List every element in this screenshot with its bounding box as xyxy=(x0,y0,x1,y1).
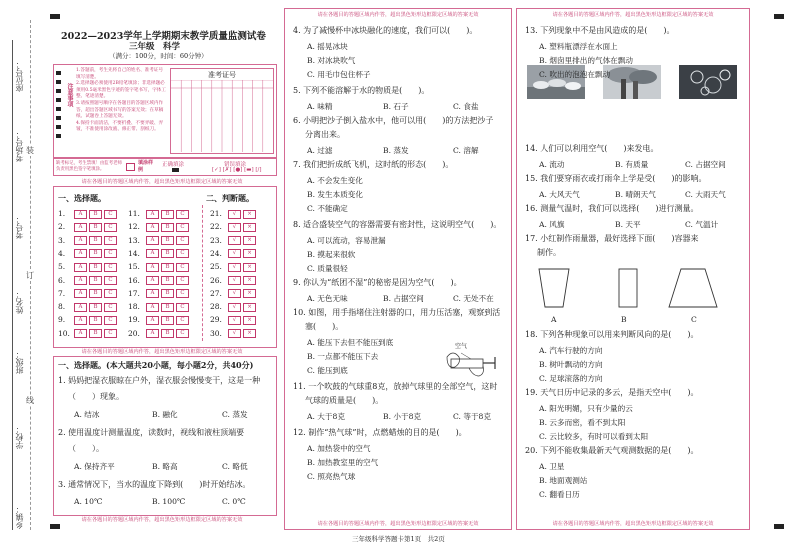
subject-line: 三年级 科学 xyxy=(129,42,181,52)
choice-bubble[interactable]: A xyxy=(146,303,159,312)
answer-grid xyxy=(53,186,277,348)
exam-number-label: 考号： xyxy=(15,215,24,239)
choice-bubble[interactable]: C xyxy=(176,223,189,232)
choice-bubble[interactable]: A xyxy=(74,249,87,258)
corner-mark xyxy=(774,524,784,529)
answer-row xyxy=(128,236,189,246)
choice-bubble[interactable]: A xyxy=(146,249,159,258)
q-option[interactable]: C. 大雨天气 xyxy=(685,190,726,199)
q-option[interactable]: B. 占据空间 xyxy=(383,294,424,303)
choice-bubble[interactable]: B xyxy=(161,329,174,338)
fill-sample-row xyxy=(53,158,277,176)
q-stem: 16. 测量气温时，我们可以选择( )进行测量。 xyxy=(525,204,699,213)
choice-bubble[interactable]: C xyxy=(104,316,117,325)
choice-number: 6. xyxy=(58,275,66,285)
q2-option-a[interactable]: A. 保持齐平 xyxy=(74,462,115,471)
notice-label: 注意事项 xyxy=(66,83,73,107)
choice-number: 20. xyxy=(128,328,140,338)
judge-row xyxy=(210,249,256,259)
judge-row xyxy=(210,315,256,325)
choice-number: 4. xyxy=(58,248,66,258)
judge-bubble[interactable]: × xyxy=(243,249,256,258)
correct-fill-sample xyxy=(172,168,179,172)
q-option[interactable]: B. 云多而密，看不到太阳 xyxy=(539,418,626,427)
q-option[interactable]: C. 云比较多，有时可以看到太阳 xyxy=(539,432,649,441)
q-option[interactable]: B. 晴朗天气 xyxy=(615,190,656,199)
choice-bubble[interactable]: A xyxy=(146,263,159,272)
judge-title: 二、判断题。 xyxy=(206,193,254,203)
choice-bubble[interactable]: C xyxy=(104,263,117,272)
choice-bubble[interactable]: B xyxy=(89,210,102,219)
choice-bubble[interactable]: A xyxy=(146,289,159,298)
page-footer: 三年级科学答题卡第1页 共2页 xyxy=(352,535,445,543)
q-stem: 20. 下列不能收集最新天气观测数据的是( )。 xyxy=(525,446,699,455)
q-option[interactable]: B. 有质量 xyxy=(615,160,649,169)
section1-box xyxy=(53,356,277,516)
choice-bubble[interactable]: B xyxy=(161,263,174,272)
choice-bubble[interactable]: A xyxy=(146,223,159,232)
judge-row xyxy=(210,302,256,312)
choice-bubble[interactable]: A xyxy=(74,276,87,285)
answer-row xyxy=(128,315,189,325)
q-option[interactable]: A xyxy=(551,315,557,324)
answer-row xyxy=(128,209,189,219)
cut-word-ding: 订 xyxy=(26,271,34,280)
choice-number: 18. xyxy=(128,302,140,312)
q-option[interactable]: B. 一点都不能压下去 xyxy=(307,352,379,361)
name-label: 姓名： xyxy=(15,290,24,314)
column-3 xyxy=(516,8,750,530)
q-stem: 制作。 xyxy=(537,248,561,257)
judge-number: 25. xyxy=(210,262,222,272)
warning-text: 请在各题目的答题区域内作答，超出黑色矩形边框限定区域的答案无效 xyxy=(552,12,714,18)
warning-text: 请在各题目的答题区域内作答，超出黑色矩形边框限定区域的答案无效 xyxy=(81,179,243,185)
choice-bubble[interactable]: A xyxy=(74,289,87,298)
choice-number: 5. xyxy=(58,262,66,272)
q-option[interactable]: B. 天平 xyxy=(615,220,641,229)
choice-bubble[interactable]: B xyxy=(161,223,174,232)
warning-text: 请在各题目的答题区域内作答，超出黑色矩形边框限定区域的答案无效 xyxy=(81,517,243,523)
q-option[interactable]: A. 不会发生变化 xyxy=(307,176,363,185)
q-option[interactable]: B. 烟囱里排出的气体在飘动 xyxy=(539,56,633,65)
judge-bubble[interactable]: × xyxy=(243,276,256,285)
q-stem: 13. 下列现象中不是由风造成的是( )。 xyxy=(525,26,675,35)
q-option[interactable]: A. 阳光明媚，只有少量的云 xyxy=(539,404,633,413)
judge-bubble[interactable]: √ xyxy=(228,289,241,298)
q-option[interactable]: C. 溶解 xyxy=(453,146,479,155)
choice-bubble[interactable]: B xyxy=(89,263,102,272)
judge-bubble[interactable]: √ xyxy=(228,316,241,325)
warning-text: 请在各题目的答题区域内作答，超出黑色矩形边框限定区域的答案无效 xyxy=(81,349,243,355)
answer-row xyxy=(128,262,189,272)
q2-option-b[interactable]: B. 略高 xyxy=(152,462,178,471)
judge-row xyxy=(210,209,256,219)
choice-bubble[interactable]: C xyxy=(104,276,117,285)
judge-number: 26. xyxy=(210,275,222,285)
choice-number: 12. xyxy=(128,222,140,232)
q-option[interactable]: A. 可以流动，容易泄漏 xyxy=(307,236,386,245)
q-option[interactable]: A. 汽车行驶的方向 xyxy=(539,346,603,355)
choice-bubble[interactable]: C xyxy=(176,289,189,298)
choice-bubble[interactable]: C xyxy=(104,289,117,298)
choice-bubble[interactable]: A xyxy=(74,263,87,272)
q-stem: 17. 小红制作雨量器，最好选择下面( )容器来 xyxy=(525,234,699,243)
choice-bubble[interactable]: C xyxy=(104,210,117,219)
choice-bubble[interactable]: B xyxy=(89,249,102,258)
answer-row xyxy=(128,329,189,339)
q-option[interactable]: B. 石子 xyxy=(383,102,409,111)
answer-row xyxy=(128,249,189,259)
answer-row xyxy=(128,276,189,286)
column-2 xyxy=(284,8,512,530)
q-option[interactable]: B. 树叶飘动的方向 xyxy=(539,360,603,369)
choice-bubble[interactable]: A xyxy=(74,329,87,338)
q-option[interactable]: C. 等于8克 xyxy=(453,412,491,421)
choice-bubble[interactable]: B xyxy=(161,289,174,298)
q-option[interactable]: A. 无色无味 xyxy=(307,294,348,303)
q-stem: 6. 小明把沙子倒入盐水中，他可以用( )的方法把沙子 xyxy=(293,116,494,125)
q3-option-a[interactable]: A. 10℃ xyxy=(74,497,103,506)
score-time: （满分：100分，时间：60分钟） xyxy=(109,52,208,60)
q-option[interactable]: C. 不能确定 xyxy=(307,204,348,213)
choice-number: 2. xyxy=(58,222,66,232)
id-grid xyxy=(171,80,273,152)
answer-row xyxy=(58,262,117,272)
judge-bubble[interactable]: √ xyxy=(228,303,241,312)
absent-checkbox[interactable] xyxy=(126,163,135,171)
q-stem: 5. 下列不能溶解于水的物质是( )。 xyxy=(293,86,430,95)
choice-bubble[interactable]: B xyxy=(89,223,102,232)
q3-stem: 3. 通常情况下，当水的温度下降到( )时开始结冰。 xyxy=(58,480,251,489)
choice-bubble[interactable]: C xyxy=(104,249,117,258)
q-stem: 分离出来。 xyxy=(305,130,345,139)
choice-bubble[interactable]: C xyxy=(176,303,189,312)
q-option[interactable]: B. 对冰块吹气 xyxy=(307,56,356,65)
choice-number: 15. xyxy=(128,262,140,272)
q-option[interactable]: B. 小于8克 xyxy=(383,412,422,421)
q1-option-a[interactable]: A. 结冰 xyxy=(74,410,100,419)
q-option[interactable]: B. 加热教室里的空气 xyxy=(307,458,379,467)
choice-bubble[interactable]: C xyxy=(176,263,189,272)
notice-item: 1.答题前，考生先将自己的姓名、准考证号填写清楚。 xyxy=(76,68,164,80)
container-a-shape xyxy=(539,269,569,307)
choice-bubble[interactable]: C xyxy=(104,236,117,245)
judge-bubble[interactable]: √ xyxy=(228,210,241,219)
notice-item: 2.选择题必须使用2B铅笔填涂；非选择题必须用0.5毫米黑色字迹的签字笔书写，字体工整、笔迹清楚。 xyxy=(76,81,166,100)
q-option[interactable]: C. 食盐 xyxy=(453,102,479,111)
choice-bubble[interactable]: B xyxy=(89,316,102,325)
choice-bubble[interactable]: A xyxy=(146,276,159,285)
answer-row xyxy=(128,222,189,232)
answer-row xyxy=(58,329,117,339)
judge-bubble[interactable]: × xyxy=(243,236,256,245)
choice-bubble[interactable]: C xyxy=(176,236,189,245)
choice-bubble[interactable]: B xyxy=(161,249,174,258)
fill-example-label: 填涂样例 xyxy=(138,160,154,173)
id-number-box[interactable] xyxy=(170,68,274,154)
choice-bubble[interactable]: B xyxy=(161,236,174,245)
judge-bubble[interactable]: √ xyxy=(228,276,241,285)
choice-bubble[interactable]: B xyxy=(161,303,174,312)
choice-bubble[interactable]: B xyxy=(161,210,174,219)
choice-number: 11. xyxy=(128,209,140,218)
q-option[interactable]: C. 吹出的泡泡在飘动 xyxy=(539,70,611,79)
answer-row xyxy=(58,315,117,325)
q-option[interactable]: C. 足球滚落的方向 xyxy=(539,374,603,383)
judge-number: 30. xyxy=(210,328,222,338)
judge-bubble[interactable]: × xyxy=(243,303,256,312)
school-label: 学校： xyxy=(15,425,24,449)
figure-air-label: 空气 xyxy=(455,343,468,350)
choice-bubble[interactable]: B xyxy=(89,329,102,338)
q-option[interactable]: C. 能压到底 xyxy=(307,366,348,375)
judge-bubble[interactable]: × xyxy=(243,223,256,232)
choice-bubble[interactable]: A xyxy=(146,329,159,338)
answer-row xyxy=(58,209,117,219)
answer-row xyxy=(128,302,189,312)
choice-bubble[interactable]: B xyxy=(89,303,102,312)
q-option[interactable]: C. 翻看日历 xyxy=(539,490,580,499)
q-option[interactable]: B. 摸起来很软 xyxy=(307,250,356,259)
choice-bubble[interactable]: C xyxy=(104,303,117,312)
choice-number: 8. xyxy=(58,302,66,312)
binding-strip xyxy=(0,0,44,548)
q3-option-b[interactable]: B. 100℃ xyxy=(152,497,186,506)
choice-title: 一、选择题。 xyxy=(58,193,106,203)
q-stem: 10. 如图，用手指堵住注射器的口，用力压活塞，观察到活 xyxy=(293,308,501,317)
judge-number: 29. xyxy=(210,315,222,325)
id-box-label: 准考证号 xyxy=(208,71,236,79)
q-option[interactable]: C xyxy=(691,315,697,324)
column-1 xyxy=(47,8,277,528)
q1-stem-1: 1. 妈妈把湿衣服晾在户外，湿衣服会慢慢变干，这是一种 xyxy=(58,376,261,385)
judge-bubble[interactable]: × xyxy=(243,263,256,272)
judge-bubble[interactable]: √ xyxy=(228,263,241,272)
q-option[interactable]: B. 发生本质变化 xyxy=(307,190,363,199)
choice-number: 16. xyxy=(128,275,140,285)
q-option[interactable]: B xyxy=(621,315,627,324)
choice-number: 1. xyxy=(58,209,66,218)
choice-bubble[interactable]: C xyxy=(176,249,189,258)
choice-bubble[interactable]: A xyxy=(74,236,87,245)
judge-number: 27. xyxy=(210,288,222,298)
judge-row xyxy=(210,276,256,286)
notice-list xyxy=(76,68,166,134)
q2-stem-1: 2. 使用温度计测量温度，读数时，视线和液柱顶端要 xyxy=(58,428,245,437)
answer-row xyxy=(58,222,117,232)
judge-bubble[interactable]: × xyxy=(243,316,256,325)
q-option[interactable]: A. 风旗 xyxy=(539,220,565,229)
q3-option-c[interactable]: C. 0℃ xyxy=(222,497,246,506)
answer-row xyxy=(58,276,117,286)
q-stem: 15. 我们要穿雨衣或打雨伞上学是受( )的影响。 xyxy=(525,174,707,183)
answer-row xyxy=(58,236,117,246)
judge-row xyxy=(210,289,256,299)
choice-number: 9. xyxy=(58,315,66,325)
q-option[interactable]: A. 能压下去但不能压到底 xyxy=(307,338,394,347)
q-stem: 7. 我们把折成纸飞机，这时纸的形态( )。 xyxy=(293,160,454,169)
wrong-fill-samples: [✓] [✗] [●] [▬] [/] xyxy=(212,167,262,173)
q-option[interactable]: A. 味精 xyxy=(307,102,333,111)
q-option[interactable]: B. 地面观测站 xyxy=(539,476,588,485)
q1-option-c[interactable]: C. 蒸发 xyxy=(222,410,248,419)
correct-fill-label: 正确填涂 xyxy=(162,162,185,168)
binding-fill-line xyxy=(12,40,13,530)
choice-bubble[interactable]: C xyxy=(104,329,117,338)
choice-bubble[interactable]: A xyxy=(74,210,87,219)
township-label: 乡镇： xyxy=(15,505,24,529)
judge-row xyxy=(210,262,256,272)
q-option[interactable]: A. 大于8克 xyxy=(307,412,345,421)
judge-bubble[interactable]: × xyxy=(243,210,256,219)
choice-bubble[interactable]: C xyxy=(176,316,189,325)
q1-stem-2: （ ）现象。 xyxy=(68,392,124,401)
q2-stem-2: （ ）。 xyxy=(68,444,104,453)
answer-row xyxy=(58,249,117,259)
answer-row xyxy=(128,289,189,299)
corner-mark xyxy=(774,14,784,19)
judge-bubble[interactable]: √ xyxy=(228,223,241,232)
class-label: 班级： xyxy=(15,350,24,374)
warning-text: 请在各题目的答题区域内作答，超出黑色矩形边框限定区域的答案无效 xyxy=(317,12,479,18)
judge-number: 22. xyxy=(210,222,222,232)
judge-number: 28. xyxy=(210,302,222,312)
q-stem: 气球的质量是( )。 xyxy=(305,396,384,405)
choice-number: 14. xyxy=(128,248,140,258)
container-b-shape xyxy=(619,269,637,307)
choice-bubble[interactable]: C xyxy=(176,329,189,338)
cut-word-xian: 线 xyxy=(26,396,34,405)
q-option[interactable]: A. 过滤 xyxy=(307,146,333,155)
choice-bubble[interactable]: B xyxy=(89,236,102,245)
notice-item: 3.请按照题号顺序在各题目的答题区域内作答，超出答题区域书写的答案无效；在草稿纸、试题卷上答题无效。 xyxy=(76,100,164,120)
choice-number: 7. xyxy=(58,288,66,298)
q-option[interactable]: A. 摇晃冰块 xyxy=(307,42,348,51)
q-stem: 11. 一个吹鼓的气球重8克，放掉气球里的全部空气，这时 xyxy=(293,382,498,391)
q-option[interactable]: C. 无处不在 xyxy=(453,294,494,303)
choice-number: 19. xyxy=(128,315,140,325)
photo-bubbles xyxy=(679,65,737,99)
choice-number: 3. xyxy=(58,235,66,245)
notice-item: 4.保持卡面清洁，不要折叠、不要弄破、弄皱，不准使用涂改液、修正带、刮纸刀。 xyxy=(76,120,164,133)
choice-number: 17. xyxy=(128,288,140,298)
q-option[interactable]: C. 占据空间 xyxy=(685,160,726,169)
choice-bubble[interactable]: B xyxy=(161,276,174,285)
seat-number-label: 座位号： xyxy=(15,60,24,92)
cut-word-zhuang: 装 xyxy=(26,146,34,155)
section1-title: 一、选择题。(本大题共20小题，每小题2分，共40分) xyxy=(58,360,254,370)
q-option[interactable]: C. 气温计 xyxy=(685,220,719,229)
header-box xyxy=(53,64,277,158)
q-option[interactable]: C. 用毛巾包住杯子 xyxy=(307,70,371,79)
q-option[interactable]: A. 卫星 xyxy=(539,462,565,471)
q1-option-b[interactable]: B. 融化 xyxy=(152,410,178,419)
answer-row xyxy=(58,289,117,299)
photo-chimney-smoke xyxy=(603,65,661,99)
choice-bubble[interactable]: A xyxy=(74,316,87,325)
warning-text: 请在各题目的答题区域内作答，超出黑色矩形边框限定区域的答案无效 xyxy=(552,521,714,527)
q-stem: 19. 天气日历中记录的多云，是指天空中( )。 xyxy=(525,388,699,397)
exam-room-label: 考场号： xyxy=(15,130,24,162)
judge-number: 21. xyxy=(210,209,222,218)
answer-row xyxy=(58,302,117,312)
choice-bubble[interactable]: A xyxy=(146,316,159,325)
choice-bubble[interactable]: A xyxy=(74,223,87,232)
choice-number: 13. xyxy=(128,235,140,245)
choice-bubble[interactable]: B xyxy=(161,316,174,325)
q-stem: 塞( )。 xyxy=(305,322,344,331)
q-stem: 8. 适合盛装空气的容器需要有密封性，这说明空气( )。 xyxy=(293,220,502,229)
judge-row xyxy=(210,222,256,232)
container-c-shape xyxy=(669,269,717,307)
absent-text: 缺考标记，考生禁填！由监考老师负责用黑色签字笔填涂。 xyxy=(56,161,122,172)
judge-bubble[interactable]: √ xyxy=(228,329,241,338)
q-stem: 14. 人们可以利用空气( )来发电。 xyxy=(525,144,659,153)
judge-bubble[interactable]: × xyxy=(243,289,256,298)
q-stem: 4. 为了减慢杯中冰块融化的速度，我们可以( )。 xyxy=(293,26,478,35)
q-option[interactable]: A. 大风天气 xyxy=(539,190,580,199)
wrong-fill-label: 错误填涂 xyxy=(224,162,247,168)
judge-number: 24. xyxy=(210,248,222,258)
q-stem: 9. 你认为“纸团不湿”的秘密是因为空气( )。 xyxy=(293,278,462,287)
judge-row xyxy=(210,329,256,339)
judge-bubble[interactable]: √ xyxy=(228,236,241,245)
choice-bubble[interactable]: A xyxy=(74,303,87,312)
q-stem: 12. 制作“热气球”时，点燃蜡烛的目的是( )。 xyxy=(293,428,467,437)
judge-bubble[interactable]: √ xyxy=(228,249,241,258)
q-option[interactable]: C. 质量很轻 xyxy=(307,264,348,273)
q-option[interactable]: B. 蒸发 xyxy=(383,146,409,155)
q2-option-c[interactable]: C. 略低 xyxy=(222,462,248,471)
syringe-figure xyxy=(445,343,501,383)
q-option[interactable]: A. 加热袋中的空气 xyxy=(307,444,371,453)
choice-bubble[interactable]: A xyxy=(146,210,159,219)
choice-bubble[interactable]: A xyxy=(146,236,159,245)
choice-bubble[interactable]: B xyxy=(89,276,102,285)
judge-number: 23. xyxy=(210,235,222,245)
choice-bubble[interactable]: C xyxy=(104,223,117,232)
q-stem: 18. 下列各种现象可以用来判断风向的是( )。 xyxy=(525,330,699,339)
rain-gauge-containers xyxy=(531,267,731,311)
choice-number: 10. xyxy=(58,328,70,338)
choice-bubble[interactable]: B xyxy=(89,289,102,298)
q-option[interactable]: A. 流动 xyxy=(539,160,565,169)
choice-bubble[interactable]: C xyxy=(176,210,189,219)
warning-text: 请在各题目的答题区域内作答，超出黑色矩形边框限定区域的答案无效 xyxy=(317,521,479,527)
choice-bubble[interactable]: C xyxy=(176,276,189,285)
judge-bubble[interactable]: × xyxy=(243,329,256,338)
grid-divider xyxy=(202,205,203,341)
judge-row xyxy=(210,236,256,246)
page-title: 2022—2023学年上学期期末教学质量监测试卷 xyxy=(61,31,266,42)
q-option[interactable]: C. 照亮热气球 xyxy=(307,472,356,481)
q-option[interactable]: A. 塑料瓶漂浮在水面上 xyxy=(539,42,618,51)
